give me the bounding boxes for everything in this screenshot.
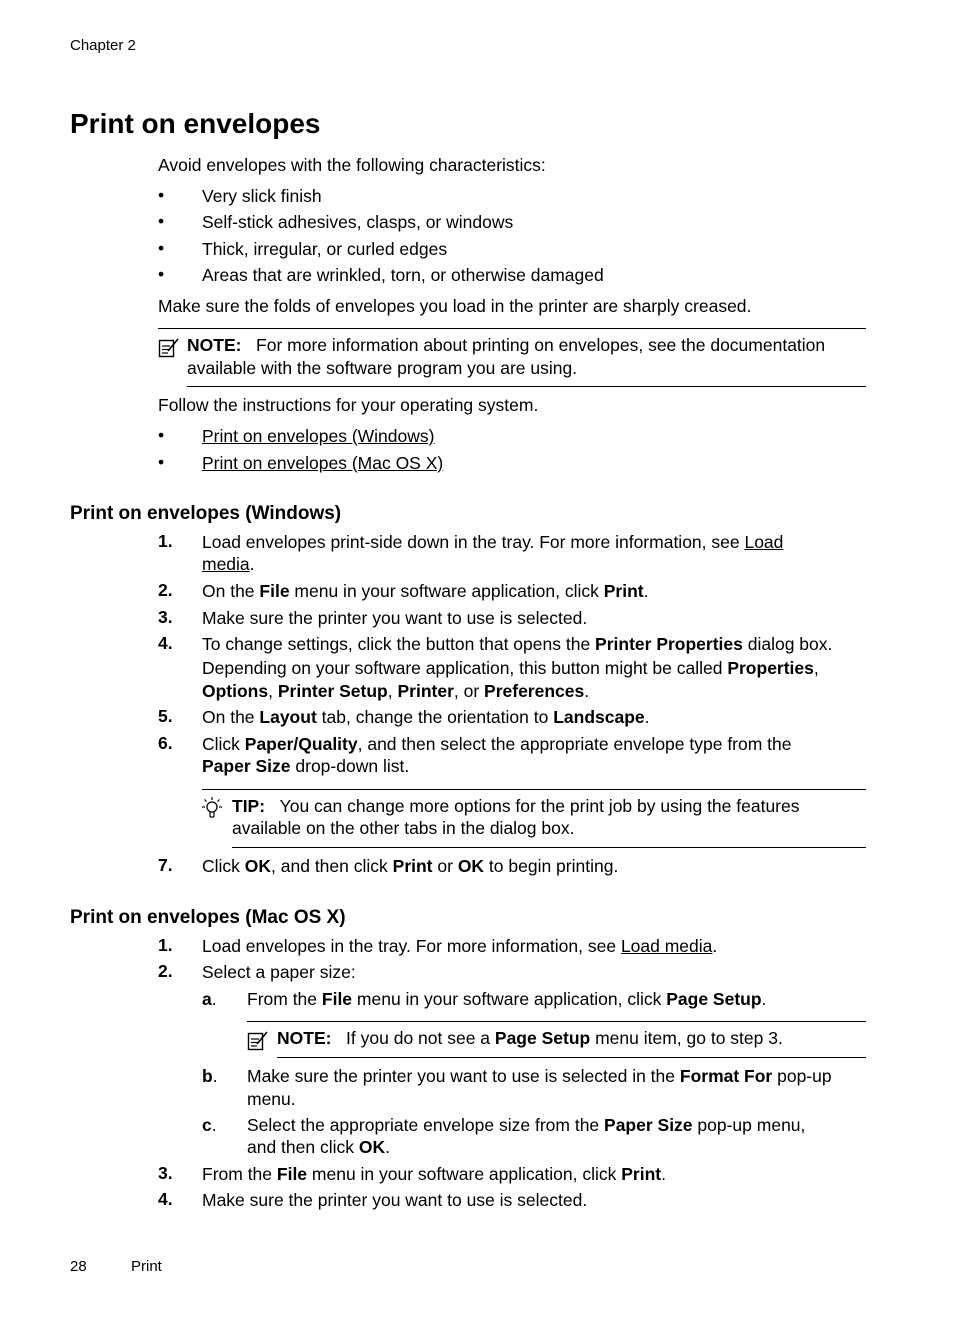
list-item: Areas that are wrinkled, torn, or otherwise damaged [202, 265, 604, 285]
windows-step-6: Click Paper/Quality, and then select the appropriate envelope type from the [202, 734, 792, 754]
step-number: 6. [158, 733, 173, 753]
note-line-2: available with the software program you are using. [187, 358, 578, 378]
mac-step-3: From the File menu in your software application, click Print. [202, 1164, 666, 1184]
windows-step-4: To change settings, click the button that opens the Printer Properties dialog box. [202, 634, 833, 654]
note2-divider-top [247, 1021, 866, 1022]
note2-text: NOTE: If you do not see a Page Setup menu item, go to step 3. [277, 1028, 783, 1048]
folds-text: Make sure the folds of envelopes you load in the printer are sharply creased. [158, 296, 752, 316]
mac-substep-c: Select the appropriate envelope size from the Paper Size pop-up menu, [247, 1115, 806, 1135]
intro-text: Avoid envelopes with the following characteristics: [158, 155, 546, 175]
step-number: 3. [158, 1163, 173, 1183]
windows-step-2: On the File menu in your software application, click Print. [202, 581, 649, 601]
bullet-icon: • [158, 185, 165, 205]
windows-step-5: On the Layout tab, change the orientation to Landscape. [202, 707, 650, 727]
windows-step-4-line-3: Options, Printer Setup, Printer, or Preferences. [202, 681, 590, 701]
mac-substep-c-cont: and then click OK. [247, 1137, 390, 1157]
tip-divider-bottom [232, 847, 866, 848]
mac-step-1: Load envelopes in the tray. For more information, see Load media. [202, 936, 718, 956]
mac-substep-b-cont: menu. [247, 1089, 296, 1109]
mac-step-4: Make sure the printer you want to use is selected. [202, 1190, 588, 1210]
tip-label: TIP: [232, 796, 266, 816]
lightbulb-icon [201, 796, 223, 820]
link-windows[interactable]: Print on envelopes (Windows) [202, 426, 435, 446]
step-number: 4. [158, 633, 173, 653]
tip-divider-top [202, 789, 866, 790]
note-line-1: NOTE: For more information about printing on envelopes, see the documentation [187, 335, 826, 355]
windows-step-1-cont: media. [202, 554, 255, 574]
mac-step-2: Select a paper size: [202, 962, 356, 982]
step-number: 3. [158, 607, 173, 627]
substep-letter: c. [202, 1115, 217, 1135]
bullet-icon: • [158, 264, 165, 284]
windows-step-4-line-2: Depending on your software application, this button might be called Properties, [202, 658, 819, 678]
page-number: 28 [70, 1258, 87, 1275]
follow-text: Follow the instructions for your operating system. [158, 395, 539, 415]
list-item: Very slick finish [202, 186, 322, 206]
tip-line-1: TIP: You can change more options for the print job by using the features [232, 796, 800, 816]
windows-heading: Print on envelopes (Windows) [70, 503, 342, 524]
note-divider-top [158, 328, 866, 329]
substep-letter: a. [202, 989, 217, 1009]
windows-step-3: Make sure the printer you want to use is selected. [202, 608, 588, 628]
note-divider-bottom [187, 386, 866, 387]
page-title: Print on envelopes [70, 108, 321, 139]
windows-step-6-cont: Paper Size drop-down list. [202, 756, 410, 776]
note-label: NOTE: [277, 1028, 332, 1048]
link-mac[interactable]: Print on envelopes (Mac OS X) [202, 453, 444, 473]
step-number: 2. [158, 580, 173, 600]
step-number: 7. [158, 855, 173, 875]
chapter-header: Chapter 2 [70, 37, 136, 54]
step-number: 2. [158, 961, 173, 981]
load-media-link[interactable]: Load [744, 532, 784, 552]
list-item: Self-stick adhesives, clasps, or windows [202, 212, 514, 232]
note-icon [247, 1030, 269, 1052]
step-number: 5. [158, 706, 173, 726]
bullet-icon: • [158, 238, 165, 258]
footer-section: Print [131, 1258, 162, 1275]
load-media-link-2[interactable]: media [202, 554, 250, 574]
step-number: 1. [158, 531, 173, 551]
mac-heading: Print on envelopes (Mac OS X) [70, 907, 346, 928]
note-icon [158, 337, 180, 359]
note-label: NOTE: [187, 335, 242, 355]
note2-divider-bottom [277, 1057, 866, 1058]
tip-line-2: available on the other tabs in the dialog box. [232, 818, 575, 838]
step-number: 4. [158, 1189, 173, 1209]
windows-step-1: Load envelopes print-side down in the tray. For more information, see Load [202, 532, 784, 552]
load-media-link-mac[interactable]: Load media [620, 936, 713, 956]
windows-step-7: Click OK, and then click Print or OK to begin printing. [202, 856, 619, 876]
bullet-icon: • [158, 425, 165, 445]
substep-letter: b. [202, 1066, 218, 1086]
bullet-icon: • [158, 452, 165, 472]
list-item: Thick, irregular, or curled edges [202, 239, 448, 259]
mac-substep-b: Make sure the printer you want to use is selected in the Format For pop-up [247, 1066, 832, 1086]
mac-substep-a: From the File menu in your software application, click Page Setup. [247, 989, 767, 1009]
step-number: 1. [158, 935, 173, 955]
bullet-icon: • [158, 211, 165, 231]
